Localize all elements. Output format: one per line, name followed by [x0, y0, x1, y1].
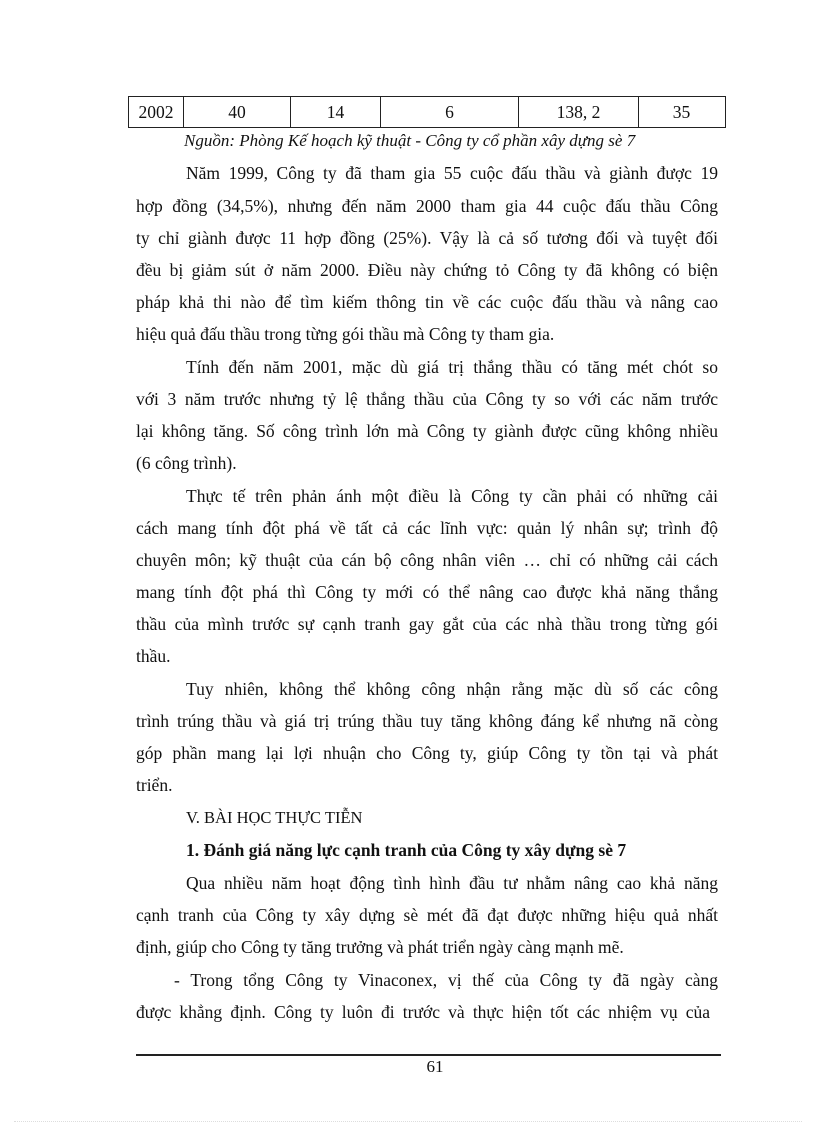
paragraph-line: được khẳng định. Công ty luôn đi trước và thực hiện tốt các nhiệm vụ của: [136, 1002, 710, 1022]
table-cell: 40: [183, 97, 290, 127]
table-cell: 14: [290, 97, 380, 127]
table-source-note: Nguồn: Phòng Kế hoạch kỹ thuật - Công ty cổ phần xây dựng sè 7: [184, 131, 636, 150]
paragraph-line: hợp đồng (34,5%), nhưng đến năm 2000 tham gia 44 cuộc đấu thầu Công: [136, 196, 718, 216]
data-table-row: [128, 96, 726, 128]
paragraph-line: thầu của mình trước sự cạnh tranh gay gắt của các nhà thầu trong từng gói: [136, 614, 718, 634]
bottom-dotted-border: [14, 1121, 802, 1122]
paragraph-line: triển.: [136, 775, 173, 795]
footer-rule: [136, 1054, 721, 1056]
paragraph-line: đều bị giảm sút ở năm 2000. Điều này chứng tỏ Công ty đã không có biện: [136, 260, 718, 280]
paragraph-line: ty chỉ giành được 11 hợp đồng (25%). Vậy là cả số tương đối và tuyệt đối: [136, 228, 718, 248]
paragraph-line: lại không tăng. Số công trình lớn mà Công ty giành được cũng không nhiều: [136, 421, 718, 441]
paragraph-line: cách mang tính đột phá về tất cả các lĩnh vực: quản lý nhân sự; trình độ: [136, 518, 718, 538]
paragraph-line: chuyên môn; kỹ thuật của cán bộ công nhân viên … chỉ có những cải cách: [136, 550, 718, 570]
paragraph-line: cạnh tranh của Công ty xây dựng sè mét đã đạt được những hiệu quả nhất: [136, 905, 718, 925]
table-cell: 138, 2: [518, 97, 638, 127]
paragraph-line: Tuy nhiên, không thể không công nhận rằng mặc dù số các công: [186, 679, 718, 699]
table-cell: 35: [638, 97, 724, 127]
paragraph-line: (6 công trình).: [136, 453, 237, 473]
paragraph-line: định, giúp cho Công ty tăng trưởng và phát triển ngày càng mạnh mẽ.: [136, 937, 624, 957]
paragraph-line: trình trúng thầu và giá trị trúng thầu tuy tăng không đáng kể nhưng nã còng: [136, 711, 718, 731]
table-cell: 6: [380, 97, 518, 127]
subsection-heading: 1. Đánh giá năng lực cạnh tranh của Công ty xây dựng sè 7: [186, 840, 627, 860]
section-heading: V. BÀI HỌC THỰC TIỄN: [186, 808, 363, 827]
page-number: 61: [426, 1057, 444, 1076]
paragraph-line: với 3 năm trước nhưng tỷ lệ thắng thầu của Công ty so với các năm trước: [136, 389, 718, 409]
table-cell-year: 2002: [138, 101, 174, 122]
paragraph-line: góp phần mang lại lợi nhuận cho Công ty, giúp Công ty tồn tại và phát: [136, 743, 718, 763]
paragraph-line: mang tính đột phá thì Công ty mới có thể nâng cao được khả năng thắng: [136, 582, 718, 602]
paragraph-line: Tính đến năm 2001, mặc dù giá trị thắng thầu có tăng mét chót so: [186, 357, 718, 377]
paragraph-line: Năm 1999, Công ty đã tham gia 55 cuộc đấu thầu và giành được 19: [186, 163, 718, 183]
paragraph-line: pháp khả thi nào để tìm kiếm thông tin về các cuộc đấu thầu và nâng cao: [136, 292, 718, 312]
paragraph-line: Qua nhiều năm hoạt động tình hình đầu tư nhằm nâng cao khả năng: [186, 873, 718, 893]
paragraph-line: hiệu quả đấu thầu trong từng gói thầu mà Công ty tham gia.: [136, 324, 555, 344]
paragraph-line: - Trong tổng Công ty Vinaconex, vị thế của Công ty đã ngày càng: [174, 970, 718, 990]
paragraph-line: thầu.: [136, 646, 171, 666]
paragraph-line: Thực tế trên phản ánh một điều là Công ty cần phải có những cải: [186, 486, 718, 506]
